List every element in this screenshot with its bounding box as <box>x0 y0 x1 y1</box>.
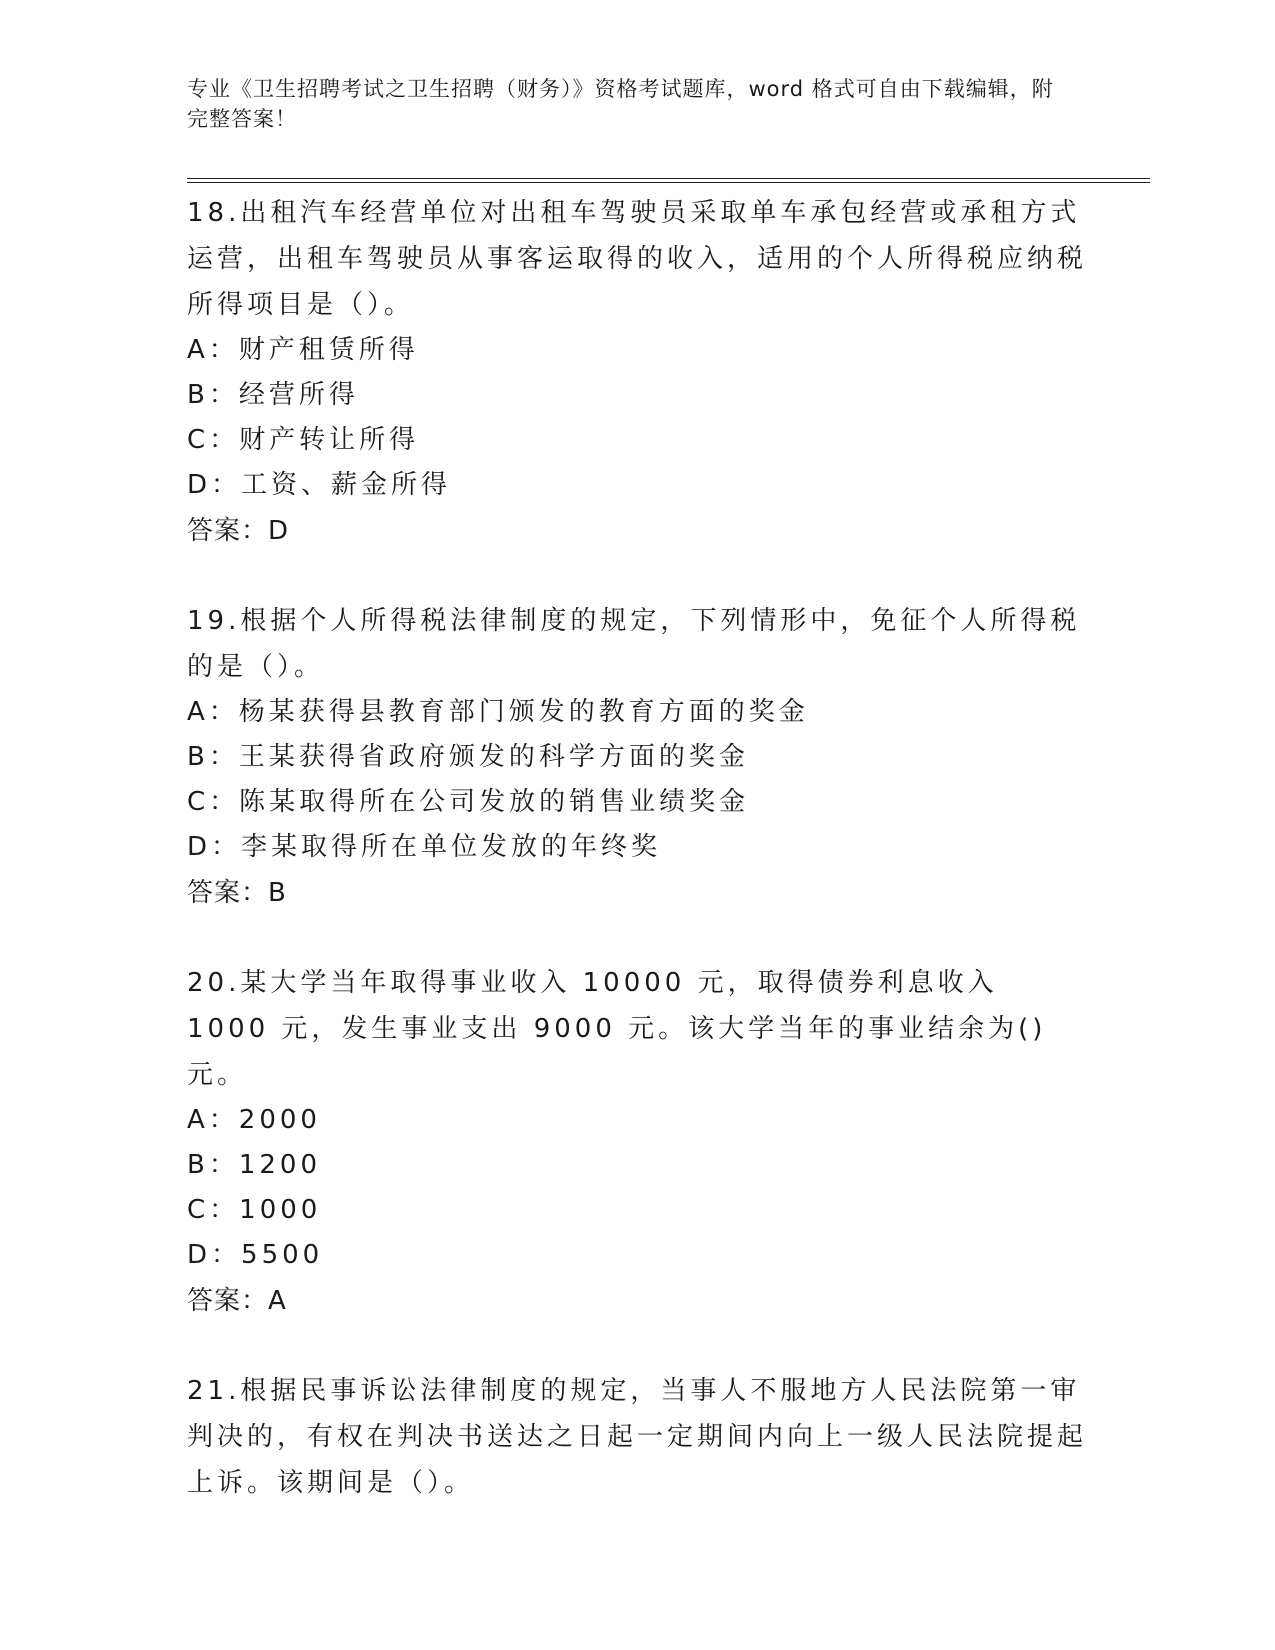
question-list <box>187 190 1087 1550</box>
option-a: A：2000 <box>187 1105 321 1135</box>
option-b: B：经营所得 <box>187 380 359 410</box>
question-21 <box>187 1368 1087 1506</box>
document-header: 专业《卫生招聘考试之卫生招聘（财务）》资格考试题库，word 格式可自由下载编辑，附完整答案！ <box>187 77 1054 131</box>
header-rule-top <box>187 178 1150 179</box>
question-text: 19.根据个人所得税法律制度的规定，下列情形中，免征个人所得税的是（）。 <box>187 606 1081 682</box>
option-b: B：王某获得省政府颁发的科学方面的奖金 <box>187 742 749 772</box>
question-19 <box>187 598 1087 916</box>
question-text: 18.出租汽车经营单位对出租车驾驶员采取单车承包经营或承租方式运营，出租车驾驶员从事客运取得的收入，适用的个人所得税应纳税所得项目是（）。 <box>187 198 1088 320</box>
option-c: C：陈某取得所在公司发放的销售业绩奖金 <box>187 787 750 817</box>
option-b: B：1200 <box>187 1150 322 1180</box>
option-a: A：财产租赁所得 <box>187 335 419 365</box>
option-a: A：杨某获得县教育部门颁发的教育方面的奖金 <box>187 697 809 727</box>
header-rule-bottom <box>187 182 1150 183</box>
question-text: 21.根据民事诉讼法律制度的规定，当事人不服地方人民法院第一审判决的，有权在判决书送达之日起一定期间内向上一级人民法院提起上诉。该期间是（）。 <box>187 1376 1088 1498</box>
answer: 答案：D <box>187 516 290 546</box>
option-c: C：1000 <box>187 1195 322 1225</box>
option-c: C：财产转让所得 <box>187 425 420 455</box>
option-d: D：5500 <box>187 1240 324 1270</box>
question-text: 20.某大学当年取得事业收入 10000 元，取得债券利息收入 1000 元，发生事业支出 9000 元。该大学当年的事业结余为()元。 <box>187 968 1047 1090</box>
answer: 答案：B <box>187 878 287 908</box>
option-d: D：李某取得所在单位发放的年终奖 <box>187 832 662 862</box>
question-20 <box>187 960 1087 1324</box>
answer: 答案：A <box>187 1286 287 1316</box>
question-18 <box>187 190 1087 554</box>
option-d: D：工资、薪金所得 <box>187 470 452 500</box>
